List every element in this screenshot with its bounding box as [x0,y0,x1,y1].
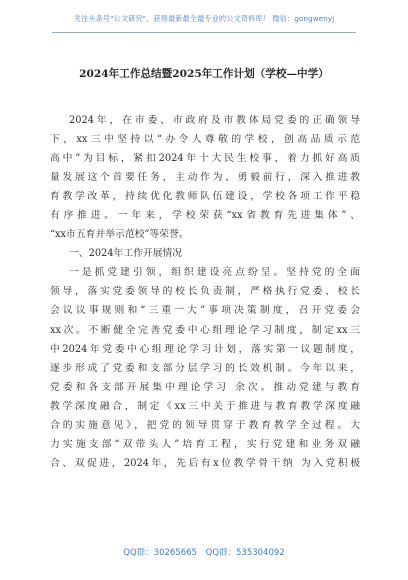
footer-contact [0,546,408,558]
body-line: 会议议事规则和“三重一大”事项决策制度，召开党委会 [50,305,360,317]
header-divider [52,32,356,33]
body-line: 合、双促进，2024年，先后有x位教学骨干纳 为入党积极 [50,457,360,469]
body-line: 合的实施意见》，把党的领导贯穿于教育教学全过程。大 [50,419,360,431]
body-line: 有序推进。一年来，学校荣获“xx省教育先进集体”、 [50,210,360,222]
promo-banner: 关注头条号"公文研究"，获得最新最全最专业的公文资料库！ 微信：gongwenyj [73,14,335,23]
body-line: 教学深度融合，制定《xx三中关于推进与教育教学深度融 [50,400,360,412]
body-line: 一是抓党建引领，组织建设亮点纷呈。坚持党的全面 [69,267,360,279]
document-body [50,111,360,473]
body-line: 高中”为目标，紧扣2024年十大民生校事，着力抓好高质 [50,153,360,165]
body-line: 量发展这个首要任务，主动作为、勇毅前行，深入推进教 [50,172,360,184]
body-line: xx次。不断健全完善党委中心组理论学习制度，制定xx三 [50,324,360,336]
body-line: 2024年，在市委、市政府及市教体局党委的正确领导 [69,115,360,126]
document-title: 2024年工作总结暨2025年工作计划（学校—中学） [79,68,329,80]
body-line: 力实施支部“双带头人”培育工程，实行党建和业务双融 [50,438,360,450]
body-line: 党委和各支部开展集中理论学习 余次。推动党建与教育 [50,381,360,393]
qq-group-2: QQ群：535304092 [205,548,285,558]
body-line: 领导，落实党委领导的校长负责制，严格执行党委、校长 [50,286,360,298]
section-heading: 一、2024年工作开展情况 [69,248,183,260]
body-line: 逐步形成了党委和支部分层学习的长效机制。今年以来， [50,362,360,374]
qq-group-1: QQ群：30265665 [123,548,197,558]
body-line: 育教学改革，持续优化教师队伍建设，学校各项工作平稳 [50,191,360,203]
body-line: 下，xx三中坚持以“办令人尊敬的学校，创高品质示范 [50,134,360,146]
body-line: 中2024年党委中心组理论学习计划，落实第一议题制度， [50,343,360,355]
body-line: “xx市五育并举示范校”等荣誉。 [50,229,189,241]
